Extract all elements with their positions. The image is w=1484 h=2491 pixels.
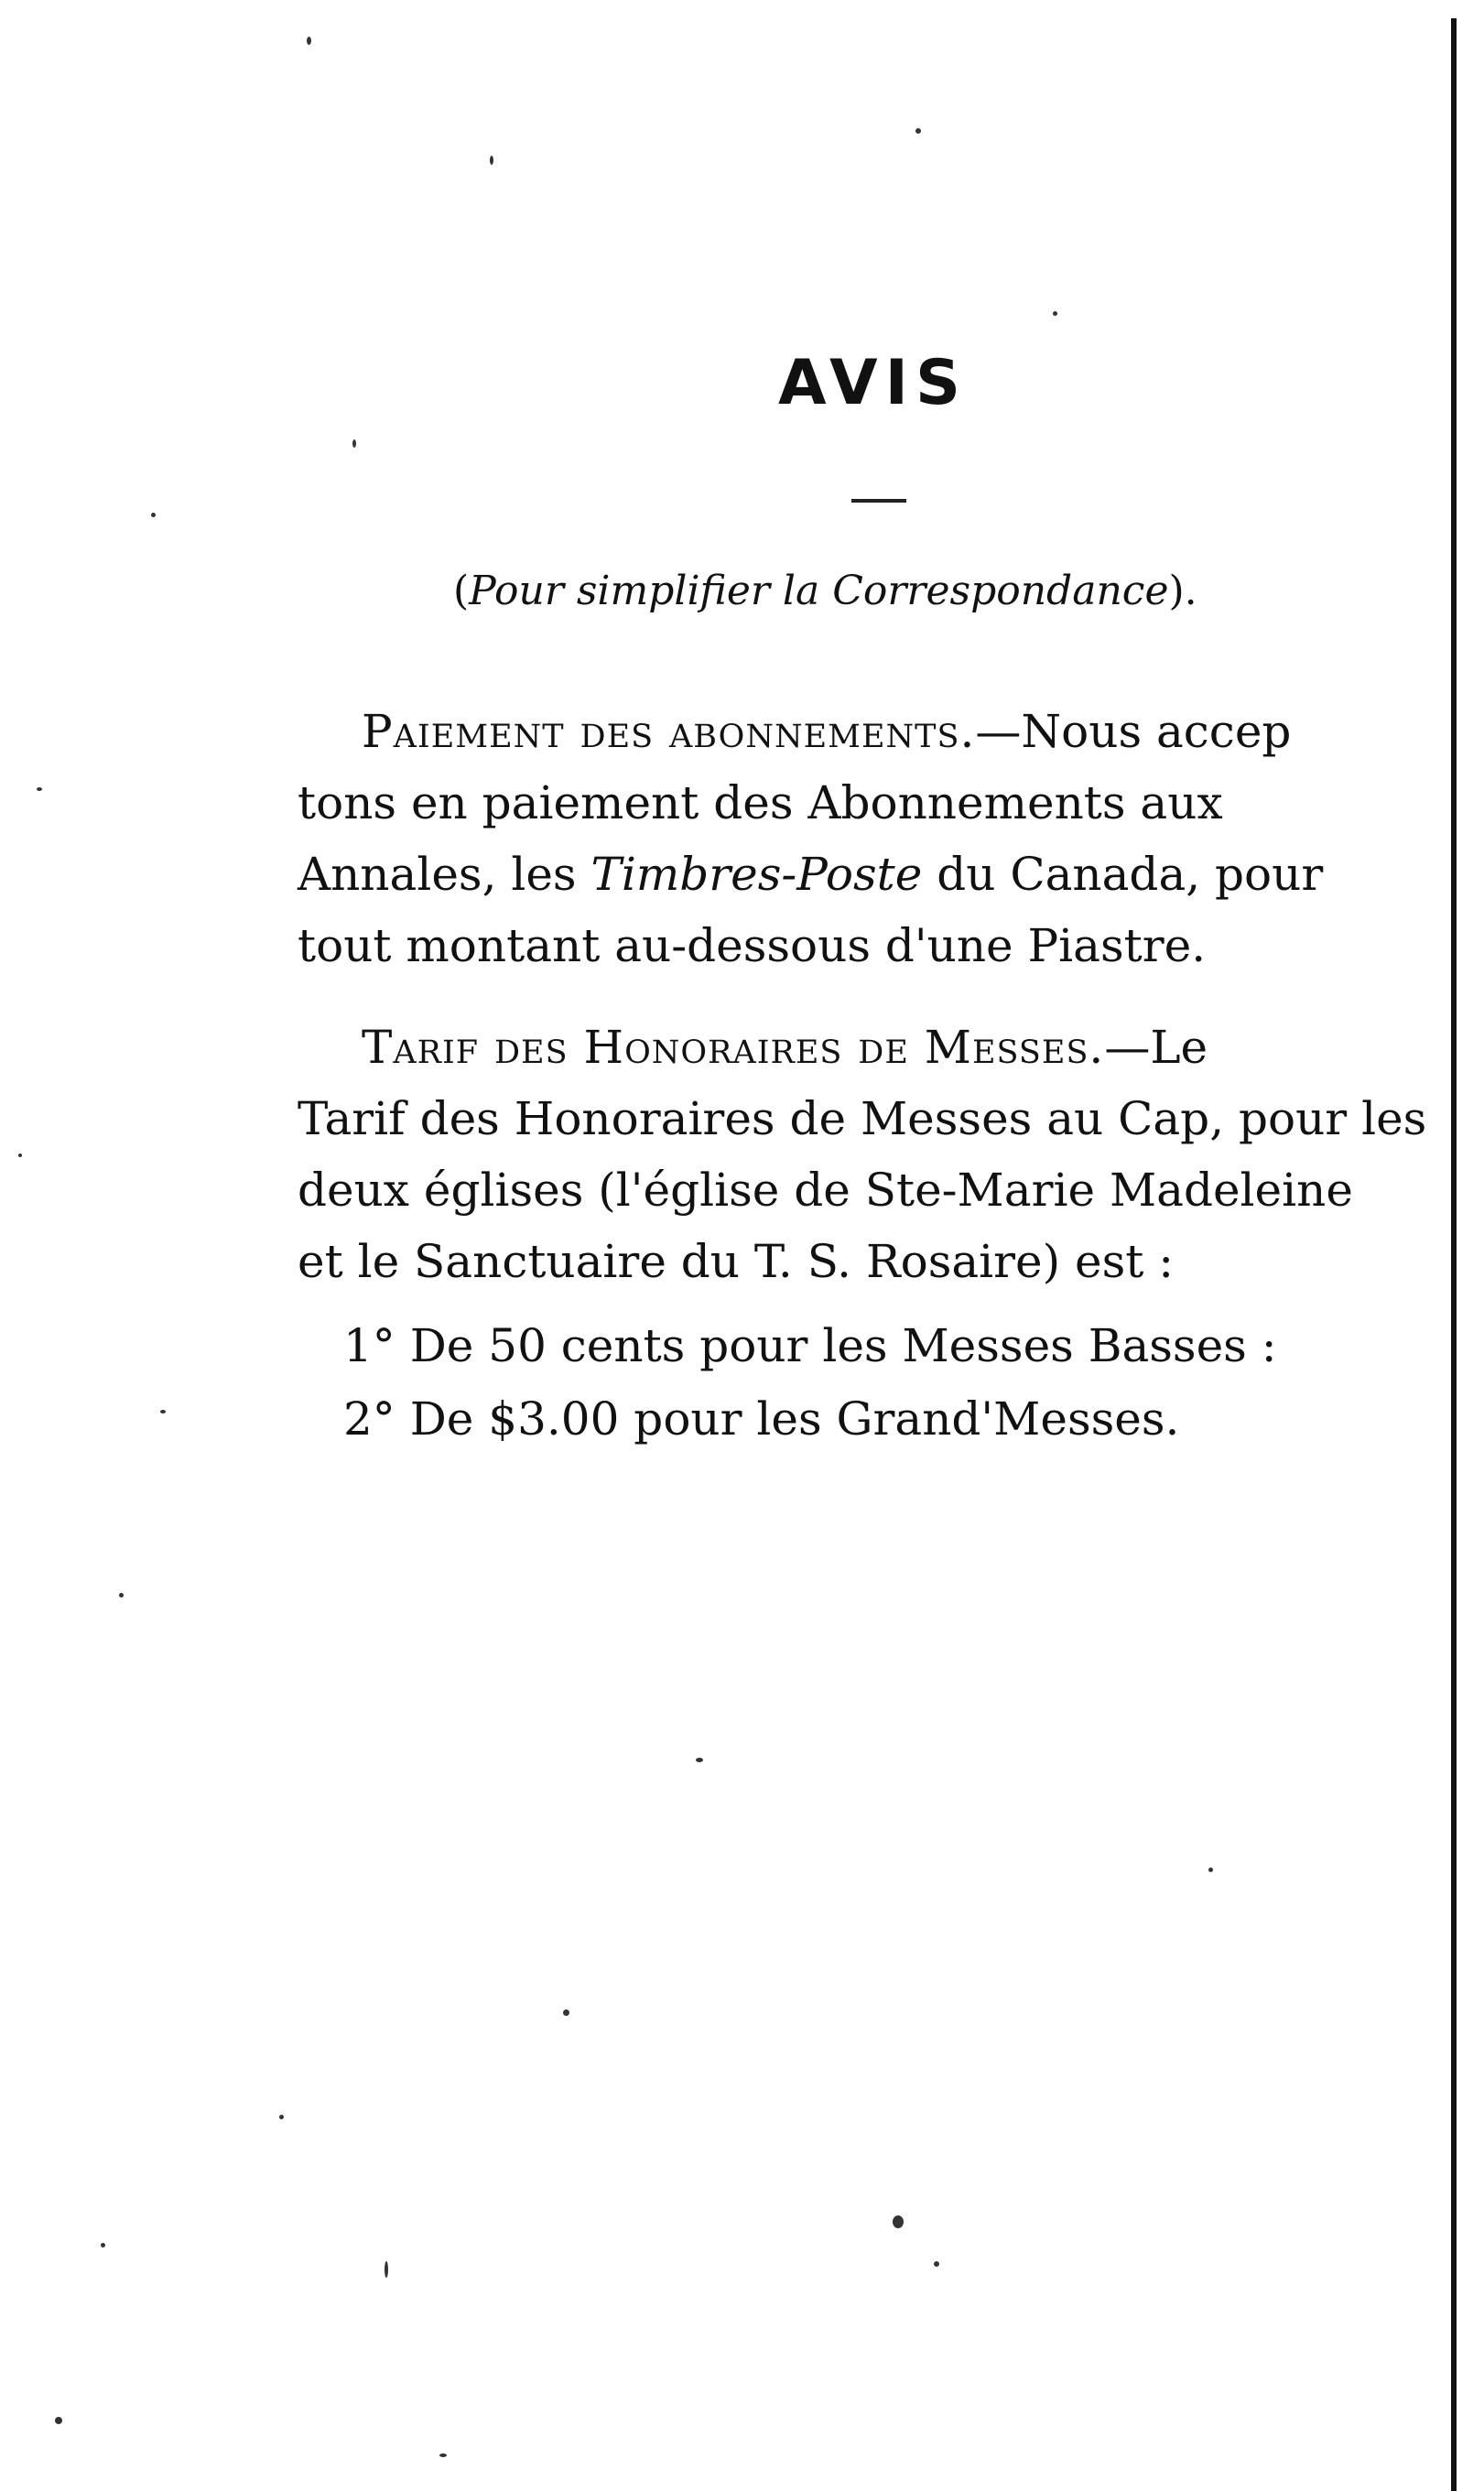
paragraph-text: du Canada, pour (922, 848, 1324, 901)
paragraph-line (298, 839, 1484, 910)
subtitle-close: ). (1168, 568, 1197, 614)
page-subtitle (453, 568, 1197, 616)
print-speck (352, 439, 356, 448)
print-speck (160, 1410, 166, 1413)
paragraph-line: tout montant au-dessous d'une Piastre. (298, 919, 1207, 972)
paragraph-text: —Le (1104, 1021, 1208, 1074)
print-speck (915, 128, 921, 134)
print-speck (55, 2417, 62, 2424)
tariff-list (343, 1309, 1277, 1456)
print-speck (893, 2215, 904, 2228)
subtitle-italic: Pour simplifier la Correspondance (469, 568, 1169, 614)
title-divider (851, 499, 906, 503)
paragraph-line (298, 1012, 1484, 1083)
print-speck (439, 2453, 447, 2457)
paragraph-text: —Nous accep (975, 705, 1292, 758)
print-speck (934, 2261, 939, 2267)
paragraph-line: Tarif des Honoraires de Messes au Cap, pour les (298, 1092, 1427, 1145)
print-speck (18, 1153, 22, 1157)
paragraph-line (298, 696, 1484, 767)
page-title: AVIS (778, 347, 968, 419)
print-speck (563, 2009, 569, 2016)
tariff-item: 1° De 50 cents pour les Messes Basses : (343, 1319, 1277, 1372)
paragraph-italic-text: Timbres-Poste (590, 848, 923, 901)
print-speck (385, 2261, 388, 2278)
subtitle-open: ( (453, 568, 470, 614)
print-speck (490, 156, 493, 165)
paragraph-line: tons en paiement des Abonnements aux (298, 776, 1223, 829)
print-speck (101, 2243, 105, 2247)
paragraph-tariff (298, 1012, 1484, 1297)
print-speck (307, 37, 311, 45)
print-speck (696, 1758, 703, 1762)
paragraph-heading: Tarif des Honoraires de Messes. (362, 1021, 1105, 1074)
paragraph-subscriptions (298, 696, 1484, 981)
print-speck (151, 513, 156, 517)
paragraph-heading: Paiement des abonnements. (362, 705, 976, 758)
print-speck (279, 2115, 284, 2119)
tariff-item: 2° De $3.00 pour les Grand'Messes. (343, 1392, 1180, 1446)
paragraph-line: deux églises (l'église de Ste-Marie Madeleine (298, 1164, 1353, 1217)
paragraph-line: et le Sanctuaire du T. S. Rosaire) est : (298, 1235, 1175, 1288)
paragraph-text: Annales, les (298, 848, 591, 901)
print-speck (37, 787, 42, 791)
print-speck (1053, 311, 1057, 316)
print-speck (1208, 1868, 1213, 1872)
print-speck (119, 1593, 124, 1597)
